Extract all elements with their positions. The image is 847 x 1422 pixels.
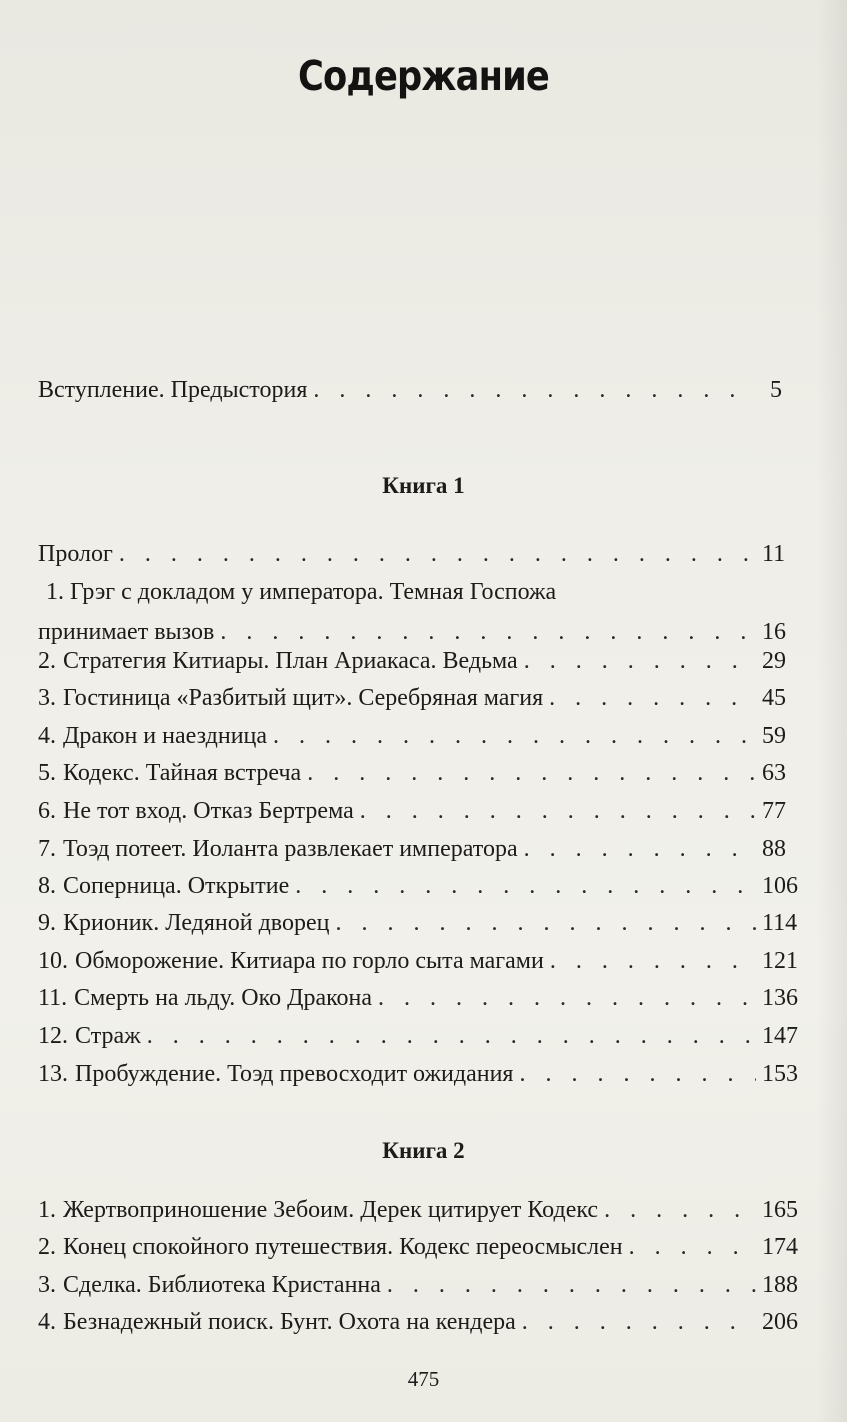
toc-entry-text: Смерть на льду. Око Дракона	[74, 985, 373, 1011]
toc-entry-chapter-12	[38, 1016, 798, 1056]
toc-entry-page: 29	[762, 648, 786, 674]
toc-entry-chapter-11	[38, 978, 798, 1018]
toc-entry-page: 136	[762, 985, 798, 1011]
leader-dots	[119, 534, 756, 574]
leader-dots	[604, 1190, 756, 1230]
chapter-number: 5.	[38, 760, 56, 786]
toc-entry-chapter-4	[38, 716, 786, 756]
toc-entry-page: 59	[762, 723, 786, 749]
leader-dots	[549, 678, 756, 718]
page-edge-shadow	[817, 0, 847, 1422]
leader-dots	[273, 716, 756, 756]
toc-entry-chapter-9	[38, 903, 798, 943]
toc-entry-page: 45	[762, 685, 786, 711]
chapter-number: 8.	[38, 873, 56, 899]
toc-entry-text: принимает вызов	[38, 619, 215, 645]
toc-entry-page: 88	[762, 836, 786, 862]
page-number: 475	[407, 1367, 440, 1391]
toc-entry-chapter-1	[38, 572, 786, 652]
chapter-number: 13.	[38, 1061, 68, 1087]
toc-entry-b2-chapter-4	[38, 1302, 798, 1342]
toc-entry-text: Гостиница «Разбитый щит». Серебряная магия	[63, 685, 544, 711]
chapter-number: 9.	[38, 910, 56, 936]
leader-dots	[147, 1016, 756, 1056]
leader-dots	[519, 1054, 756, 1094]
leader-dots	[629, 1227, 756, 1267]
toc-entry-prologue	[38, 534, 786, 574]
toc-entry-text: Сделка. Библиотека Кристанна	[63, 1272, 381, 1298]
toc-entry-page: 77	[762, 798, 786, 824]
toc-entry-chapter-13	[38, 1054, 798, 1094]
toc-entry-page: 16	[762, 619, 786, 645]
toc-entry-text: Тоэд потеет. Иоланта развлекает императора	[63, 836, 518, 862]
toc-entry-text: Вступление. Предыстория	[38, 377, 308, 403]
book-1-heading: Книга 1	[382, 473, 465, 498]
leader-dots	[335, 903, 756, 943]
toc-entry-chapter-6	[38, 791, 786, 831]
chapter-number: 2.	[38, 648, 56, 674]
leader-dots	[360, 791, 756, 831]
toc-entry-chapter-5	[38, 753, 786, 793]
leader-dots	[295, 866, 756, 906]
leader-dots	[524, 641, 756, 681]
toc-entry-text: Крионик. Ледяной дворец	[63, 910, 330, 936]
leader-dots	[307, 753, 756, 793]
leader-dots	[550, 941, 756, 981]
toc-entry-page: 174	[762, 1234, 798, 1260]
chapter-number: 2.	[38, 1234, 56, 1260]
toc-entry-text: Кодекс. Тайная встреча	[63, 760, 302, 786]
chapter-number: 3.	[38, 1272, 56, 1298]
chapter-number: 4.	[38, 1309, 56, 1335]
chapter-number: 10.	[38, 948, 68, 974]
leader-dots	[524, 829, 756, 869]
toc-entry-page: 11	[762, 541, 786, 567]
toc-entry-page: 114	[762, 910, 798, 936]
toc-entry-page: 63	[762, 760, 786, 786]
toc-entry-page: 165	[762, 1197, 798, 1223]
toc-entry-page: 147	[762, 1023, 798, 1049]
toc-entry-page: 153	[762, 1061, 798, 1087]
leader-dots	[522, 1302, 756, 1342]
toc-entry-text: Страж	[75, 1023, 141, 1049]
toc-entry-text: Обморожение. Китиара по горло сыта магами	[75, 948, 544, 974]
toc-entry-text: Конец спокойного путешествия. Кодекс переосмыслен	[63, 1234, 623, 1260]
toc-entry-b2-chapter-2	[38, 1227, 798, 1267]
chapter-number: 6.	[38, 798, 56, 824]
toc-entry-text-line1: Грэг с докладом у императора. Темная Госпожа	[70, 579, 557, 605]
leader-dots	[378, 978, 756, 1018]
toc-entry-text: Пробуждение. Тоэд превосходит ожидания	[75, 1061, 514, 1087]
toc-entry-text: Не тот вход. Отказ Бертрема	[63, 798, 354, 824]
book-2-heading: Книга 2	[382, 1138, 465, 1163]
leader-dots	[387, 1265, 756, 1305]
chapter-number: 12.	[38, 1023, 68, 1049]
leader-dots	[313, 370, 756, 410]
toc-entry-chapter-10	[38, 941, 798, 981]
chapter-number: 4.	[38, 723, 56, 749]
toc-entry-text: Жертвоприношение Зебоим. Дерек цитирует Кодекс	[63, 1197, 599, 1223]
toc-entry-intro	[38, 370, 782, 410]
toc-entry-b2-chapter-3	[38, 1265, 798, 1305]
toc-entry-text: Пролог	[38, 541, 113, 567]
chapter-number: 7.	[38, 836, 56, 862]
toc-entry-chapter-8	[38, 866, 798, 906]
toc-entry-page: 206	[762, 1309, 798, 1335]
toc-entry-text: Стратегия Китиары. План Ариакаса. Ведьма	[63, 648, 518, 674]
chapter-number: 11.	[38, 985, 68, 1011]
toc-entry-page: 5	[770, 377, 782, 403]
toc-entry-text: Дракон и наездница	[63, 723, 268, 749]
chapter-number: 1.	[46, 579, 64, 605]
toc-entry-chapter-2	[38, 641, 786, 681]
page-title: Содержание	[297, 52, 549, 100]
chapter-number: 3.	[38, 685, 56, 711]
toc-entry-page: 121	[762, 948, 798, 974]
toc-entry-chapter-7	[38, 829, 786, 869]
chapter-number: 1.	[38, 1197, 56, 1223]
toc-entry-text: Безнадежный поиск. Бунт. Охота на кендера	[63, 1309, 516, 1335]
toc-entry-chapter-3	[38, 678, 786, 718]
toc-entry-page: 188	[762, 1272, 798, 1298]
toc-entry-b2-chapter-1	[38, 1190, 798, 1230]
toc-entry-text: Соперница. Открытие	[63, 873, 290, 899]
toc-entry-page: 106	[762, 873, 798, 899]
